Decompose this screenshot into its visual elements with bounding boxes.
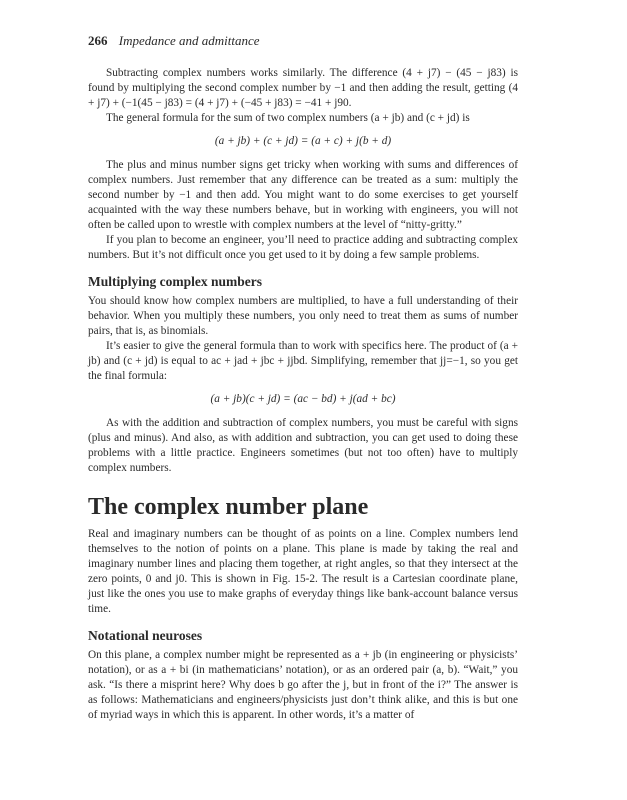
paragraph-practice: If you plan to become an engineer, you’ll need to practice adding and subtracting complex numbers. But it’s not difficult once you get used to it by doing a few sample problems. bbox=[88, 234, 518, 261]
paragraph-multiplying-intro: You should know how complex numbers are multiplied, to have a full understanding of their behavior. When you multiply these numbers, you only need to treat them as sums of number pairs, that is, as binomials. bbox=[88, 295, 518, 337]
heading-complex-plane: The complex number plane bbox=[88, 494, 369, 520]
body-text bbox=[88, 66, 518, 723]
heading-multiplying: Multiplying complex numbers bbox=[88, 274, 263, 289]
running-title: Impedance and admittance bbox=[118, 33, 260, 48]
page-number: 266 bbox=[88, 33, 108, 48]
equation-product: (a + jb)(c + jd) = (ac − bd) + j(ad + bc) bbox=[210, 393, 396, 405]
paragraph-notation: On this plane, a complex number might be represented as a + jb (in engineering or physicists’ notation), or as a + bi (in mathematicians’ notation), or as an ordered pair (a, b). “Wait,” you ask. “Is there a misprint here? Why does b go after the j, but in front of the i?” The answer is as follows: Mathematicians and engineers/physicists just don’t think alike, and this is but one of myriad ways in which this is apparent. In other words, it’s a matter of bbox=[88, 649, 518, 721]
paragraph-signs-multiplication: As with the addition and subtraction of complex numbers, you must be careful with signs (plus and minus). And also, as with addition and subtraction, you can get used to doing these problems with a little practice. Engineers sometimes (but not too often) have to multiply complex numbers. bbox=[88, 417, 518, 474]
paragraph-subtraction: Subtracting complex numbers works similarly. The difference (4 + j7) − (45 − j83) is found by multiplying the second complex number by −1 and then adding the result, getting (4 + j7) + (−1(45 − j83) = (4 + j7) + (−45 + j83) = −41 + j90. bbox=[88, 67, 518, 109]
paragraph-signs: The plus and minus number signs get tricky when working with sums and differences of complex numbers. Just remember that any difference can be treated as a sum: multiply the second number by −1 and then add. You might want to do some exercises to get yourself acquainted with the way these numbers behave, but in working with engineers, you will not often be called upon to wrestle with complex numbers at the level of “nitty-gritty.” bbox=[88, 159, 518, 231]
paragraph-plane: Real and imaginary numbers can be thought of as points on a line. Complex numbers lend themselves to the notion of points on a plane. This plane is made by taking the real and imaginary number lines and placing them together, at right angles, so that they intersect at the zero points, 0 and j0. This is shown in Fig. 15-2. The result is a Cartesian coordinate plane, just like the ones you use to make graphs of everyday things like bank-account balance versus time. bbox=[88, 528, 518, 615]
equation-sum: (a + jb) + (c + jd) = (a + c) + j(b + d) bbox=[214, 135, 392, 147]
paragraph-sum-formula-intro: The general formula for the sum of two complex numbers (a + jb) and (c + jd) is bbox=[106, 112, 470, 124]
heading-notation: Notational neuroses bbox=[88, 628, 203, 643]
paragraph-product: It’s easier to give the general formula than to work with specifics here. The product of (a + jb) and (c + jd) is equal to ac + jad + jbc + jjbd. Simplifying, remember that jj=−1, so you get the final formula: bbox=[88, 340, 518, 382]
running-header bbox=[88, 33, 260, 49]
